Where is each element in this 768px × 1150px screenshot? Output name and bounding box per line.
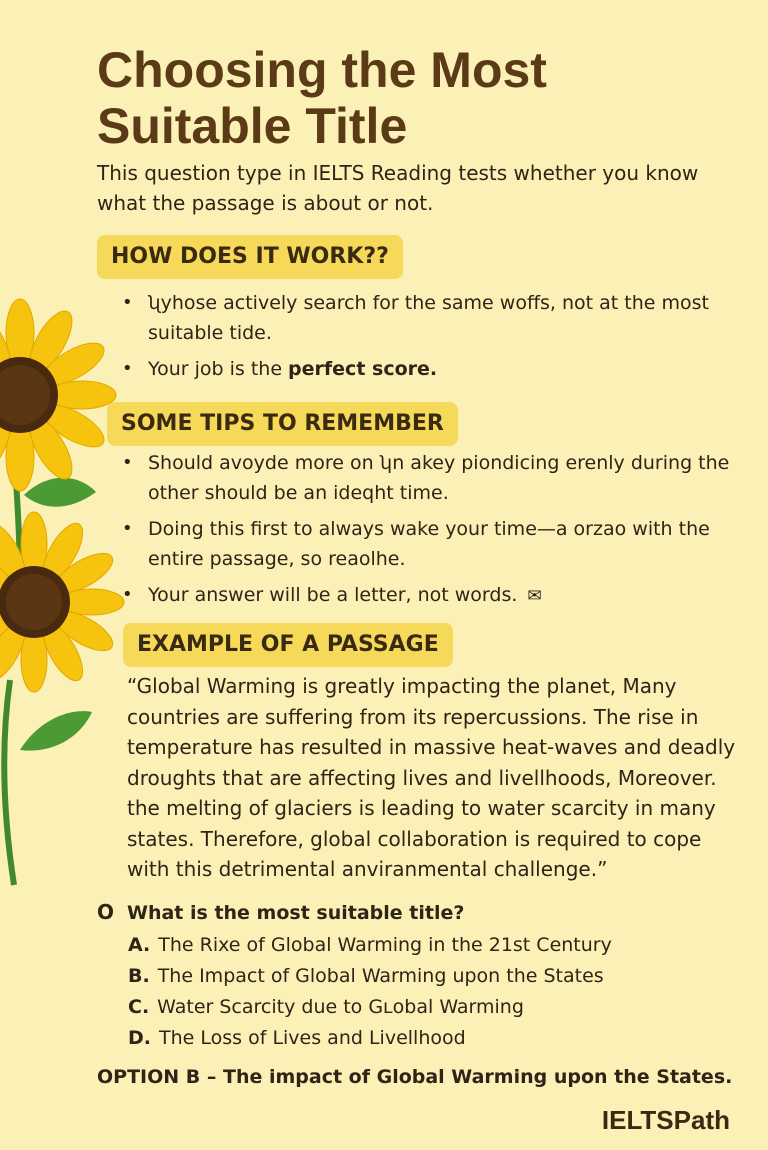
tip-item-2: Doing this first to always wake your time—a orzao with the entire passage, so reaolhe. [148, 518, 710, 570]
option-b [128, 961, 612, 992]
option-letter: D. [128, 1027, 151, 1049]
question-mark-icon: O [97, 900, 115, 924]
option-text: The Loss of Lives and Livellhood [159, 1027, 466, 1049]
how-it-works-list [122, 288, 722, 390]
tip-item-1: Should avoyde more on ʮn akey piondicing erenly during the other should be an ideqht time. [148, 452, 730, 504]
answer-text: OPTION B – The impact of Global Warming upon the States. [97, 1066, 733, 1088]
example-heading: EXAMPLE OF A PASSAGE [123, 623, 453, 667]
tips-list [122, 448, 732, 617]
option-text: Water Scarcity due to Gʟobal Warming [157, 996, 524, 1018]
option-c [128, 992, 612, 1023]
option-text: The Rixe of Global Warming in the 21st Century [158, 934, 612, 956]
sunflower-illustration [0, 280, 140, 890]
how-it-works-item-2-prefix: Your job is the [148, 358, 289, 380]
options-list [128, 930, 612, 1054]
option-a [128, 930, 612, 961]
option-letter: B. [128, 965, 150, 987]
how-it-works-item-1: ʯyhose actively search for the same woffs, not at the most suitable tide. [148, 292, 710, 344]
envelope-icon: ✉ [527, 585, 542, 606]
how-it-works-heading: HOW DOES IT WORK?? [97, 235, 403, 279]
brand-logo: IELTSPath [601, 1105, 730, 1135]
page-title: Choosing the Most Suitable Title [97, 42, 547, 154]
tip-item-3: Your answer will be a letter, not words. [148, 584, 518, 606]
option-letter: C. [128, 996, 150, 1018]
question-text: What is the most suitable title? [127, 902, 465, 924]
list-item [122, 354, 722, 384]
list-item [122, 288, 722, 348]
example-passage: “Global Warming is greatly impacting the planet, Many countries are suffering from its repercussions. The rise in temperature has resulted in massive heat-waves and deadly droughts that are affecting lives and livellhoods, Moreover. the melting of glaciers is leading to water scarcity in many states. Therefore, global collaboration is required to cope with this detrimental anviranmental challenge.” [127, 674, 736, 881]
list-item [122, 580, 732, 611]
question [97, 897, 697, 928]
list-item [122, 514, 732, 574]
list-item [122, 448, 732, 508]
option-letter: A. [128, 934, 151, 956]
tips-heading: SOME TIPS TO REMEMBER [107, 402, 458, 446]
intro-text: This question type in IELTS Reading tests whether you know what the passage is about or not. [97, 161, 699, 215]
option-d [128, 1023, 612, 1054]
how-it-works-item-2-bold: perfect score. [288, 358, 438, 380]
option-text: The Impact of Global Warming upon the States [157, 965, 604, 987]
